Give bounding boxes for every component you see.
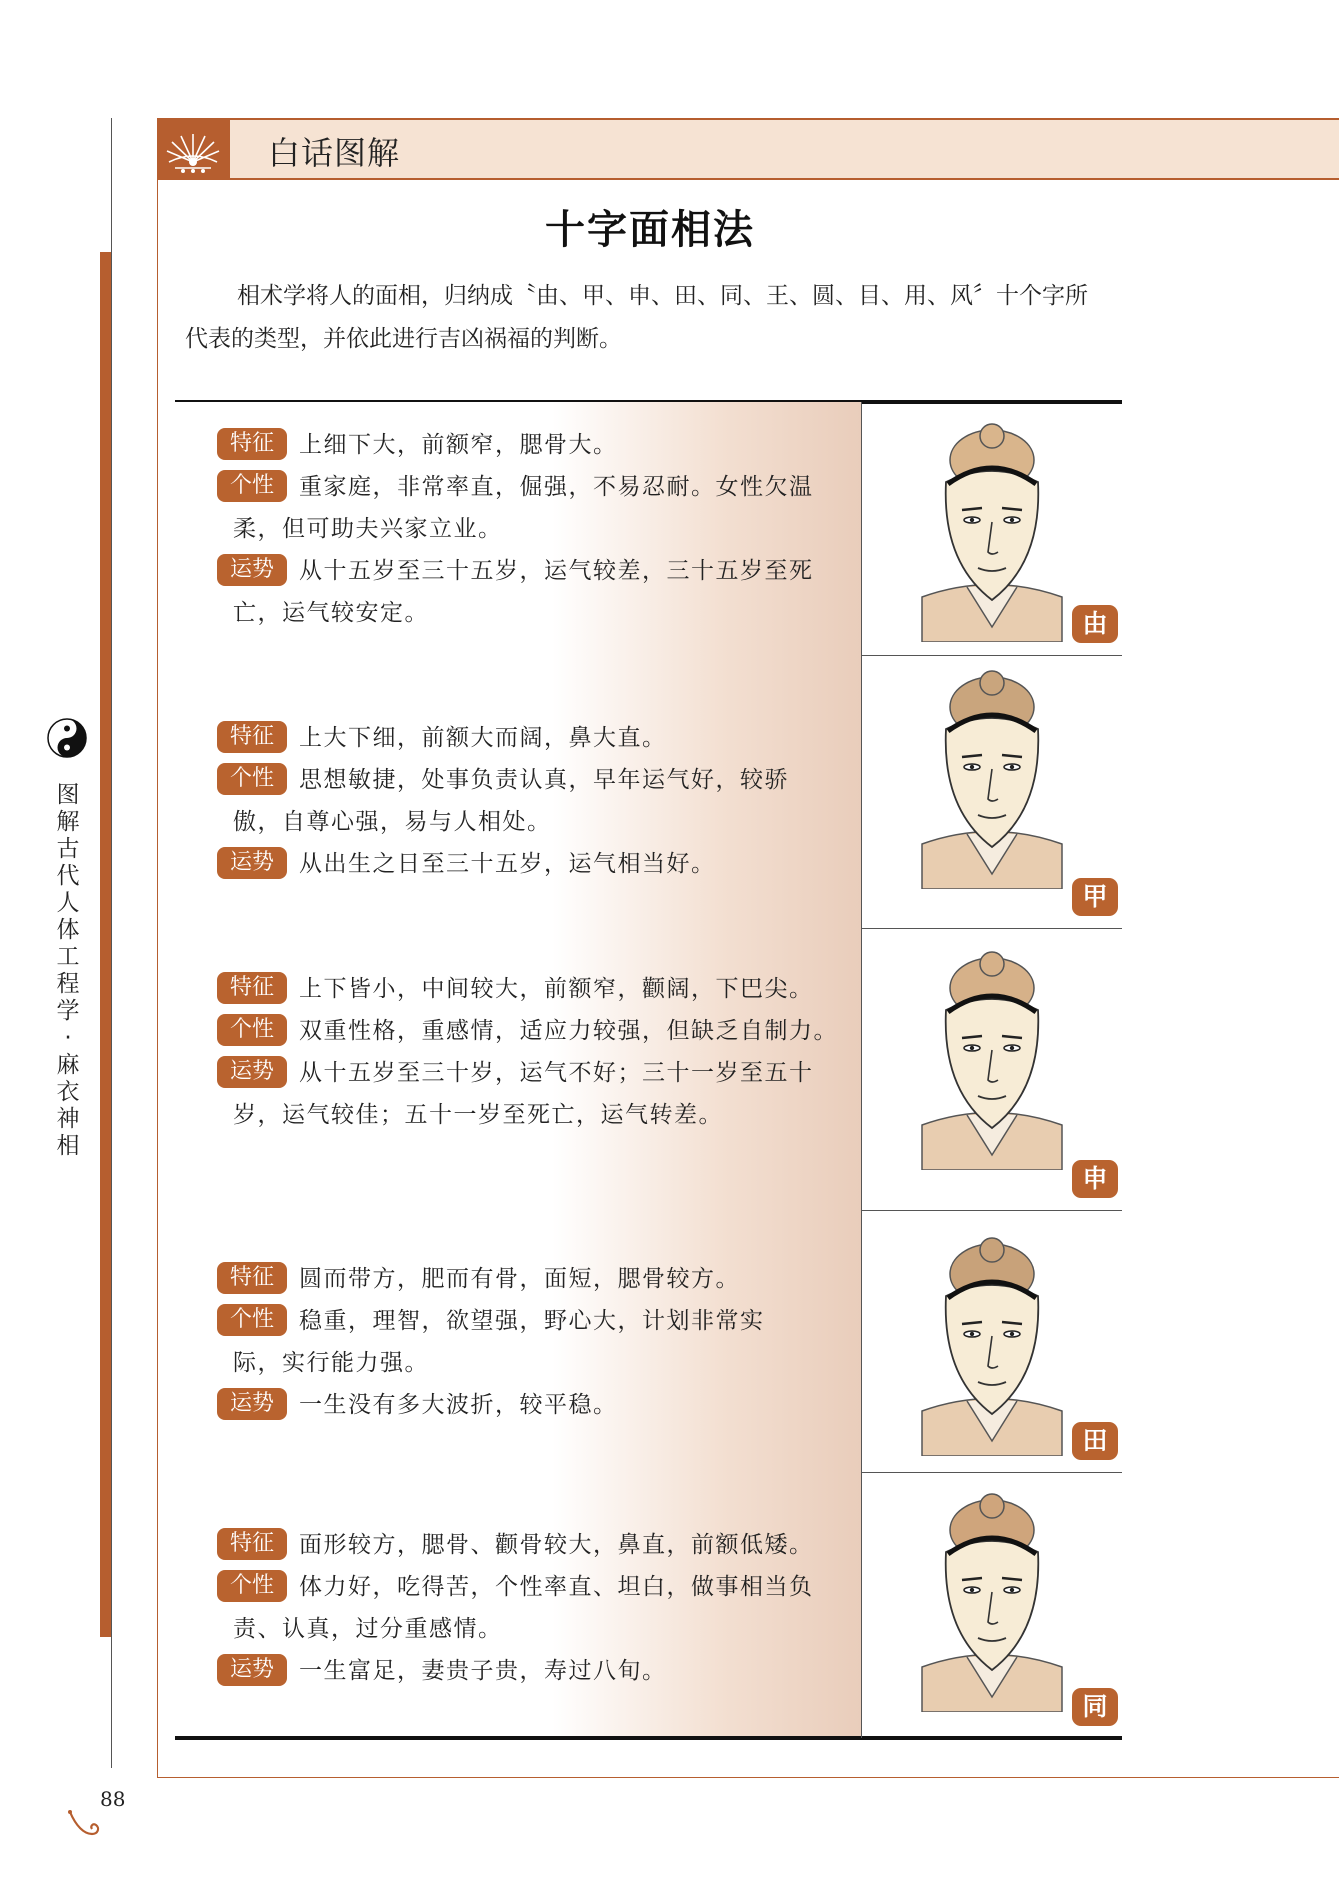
fortune-text: 从出生之日至三十五岁，运气相当好。 (299, 851, 716, 877)
row-feature (217, 424, 845, 466)
face-type-char-tag: 申 (1072, 1160, 1118, 1198)
personality-text: 稳重，理智，欲望强，野心大，计划非常实 (299, 1308, 765, 1334)
personality-text: 思想敏捷，处事负责认真，早年运气好，较骄 (299, 767, 789, 793)
face-portrait (912, 669, 1072, 889)
personality-text: 重家庭，非常率直，倔强，不易忍耐。女性欠温 (299, 474, 814, 500)
row-image-cell (862, 402, 1122, 655)
feature-text: 上下皆小，中间较大，前额窄，颧阔，下巴尖。 (299, 976, 814, 1002)
face-portrait (912, 950, 1072, 1170)
table-column-rule (861, 402, 862, 1738)
feature-tag: 特征 (217, 1262, 287, 1294)
row-text-cell (175, 402, 861, 655)
palmette-icon (157, 120, 230, 178)
row-image-cell (862, 1210, 1122, 1472)
content-frame-left (157, 178, 158, 1778)
table-row (175, 655, 1122, 928)
feature-text: 上细下大，前额窄，腮骨大。 (299, 432, 618, 458)
table-bottom-rule (175, 1736, 1122, 1740)
fortune-text: 从十五岁至三十岁，运气不好；三十一岁至五十 (299, 1060, 814, 1086)
fortune-tag: 运势 (217, 1388, 287, 1420)
fortune-text: 岁，运气较佳；五十一岁至死亡，运气转差。 (233, 1102, 723, 1128)
personality-text: 双重性格，重感情，适应力较强，但缺乏自制力。 (299, 1018, 838, 1044)
row-personality (217, 1566, 845, 1650)
header-logo-block (157, 120, 230, 178)
row-text (217, 717, 845, 885)
face-type-char-tag: 甲 (1072, 878, 1118, 916)
feature-tag: 特征 (217, 972, 287, 1004)
face-portrait (912, 422, 1072, 642)
personality-tag: 个性 (217, 1570, 287, 1602)
row-fortune (217, 550, 845, 634)
row-text-cell (175, 1210, 861, 1472)
face-portrait (912, 1236, 1072, 1456)
row-image-cell (862, 1472, 1122, 1738)
fortune-tag: 运势 (217, 1654, 287, 1686)
personality-text: 柔，但可助夫兴家立业。 (233, 516, 503, 542)
table-row (175, 928, 1122, 1210)
row-feature (217, 1258, 845, 1300)
row-personality (217, 1010, 845, 1052)
page-title: 十字面相法 (545, 207, 755, 253)
row-text-cell (175, 655, 861, 928)
row-fortune (217, 843, 845, 885)
face-type-char-tag: 田 (1072, 1422, 1118, 1460)
face-type-char-tag: 由 (1072, 605, 1118, 643)
section-header-title: 白话图解 (268, 134, 401, 172)
side-rule (111, 118, 112, 1768)
fortune-text: 一生没有多大波折，较平稳。 (299, 1392, 618, 1418)
personality-tag: 个性 (217, 1014, 287, 1046)
table-row (175, 402, 1122, 655)
row-text (217, 1524, 845, 1692)
row-fortune (217, 1650, 845, 1692)
personality-tag: 个性 (217, 763, 287, 795)
row-text (217, 424, 845, 634)
feature-tag: 特征 (217, 721, 287, 753)
row-feature (217, 968, 845, 1010)
row-personality (217, 1300, 845, 1384)
fortune-tag: 运势 (217, 847, 287, 879)
personality-tag: 个性 (217, 1304, 287, 1336)
feature-text: 上大下细，前额大而阔，鼻大直。 (299, 725, 667, 751)
row-feature (217, 717, 845, 759)
fortune-tag: 运势 (217, 554, 287, 586)
table-row (175, 1472, 1122, 1738)
feature-text: 面形较方，腮骨、颧骨较大，鼻直，前额低矮。 (299, 1532, 814, 1558)
row-fortune (217, 1384, 845, 1426)
row-personality (217, 759, 845, 843)
personality-text: 际，实行能力强。 (233, 1350, 429, 1376)
content-frame-bottom (157, 1777, 1339, 1778)
row-personality (217, 466, 845, 550)
swirl-icon (66, 1804, 106, 1844)
personality-text: 傲，自尊心强，易与人相处。 (233, 809, 552, 835)
row-text-cell (175, 928, 861, 1210)
face-type-char-tag: 同 (1072, 1688, 1118, 1726)
personality-text: 责、认真，过分重感情。 (233, 1616, 503, 1642)
feature-tag: 特征 (217, 428, 287, 460)
personality-tag: 个性 (217, 470, 287, 502)
row-text-cell (175, 1472, 861, 1738)
fortune-text: 一生富足，妻贵子贵，寿过八旬。 (299, 1658, 667, 1684)
page-number: 88 (100, 1787, 126, 1811)
row-feature (217, 1524, 845, 1566)
row-fortune (217, 1052, 845, 1136)
row-text (217, 1258, 845, 1426)
book-side-title: 图解古代人体工程学·麻衣神相 (56, 782, 80, 1159)
table-row (175, 1210, 1122, 1472)
face-portrait (912, 1492, 1072, 1712)
fortune-tag: 运势 (217, 1056, 287, 1088)
feature-tag: 特征 (217, 1528, 287, 1560)
yin-yang-icon (47, 718, 87, 758)
fortune-text: 从十五岁至三十五岁，运气较差，三十五岁至死 (299, 558, 814, 584)
personality-text: 体力好，吃得苦，个性率直、坦白，做事相当负 (299, 1574, 814, 1600)
row-text (217, 968, 845, 1136)
intro-paragraph: 相术学将人的面相，归纳成〝由、甲、申、田、同、王、圆、目、用、风〞十个字所代表的类型，并依此进行吉凶祸福的判断。 (185, 283, 1088, 352)
row-image-cell (862, 928, 1122, 1210)
row-image-cell (862, 655, 1122, 928)
fortune-text: 亡，运气较安定。 (233, 600, 429, 626)
feature-text: 圆而带方，肥而有骨，面短，腮骨较方。 (299, 1266, 740, 1292)
